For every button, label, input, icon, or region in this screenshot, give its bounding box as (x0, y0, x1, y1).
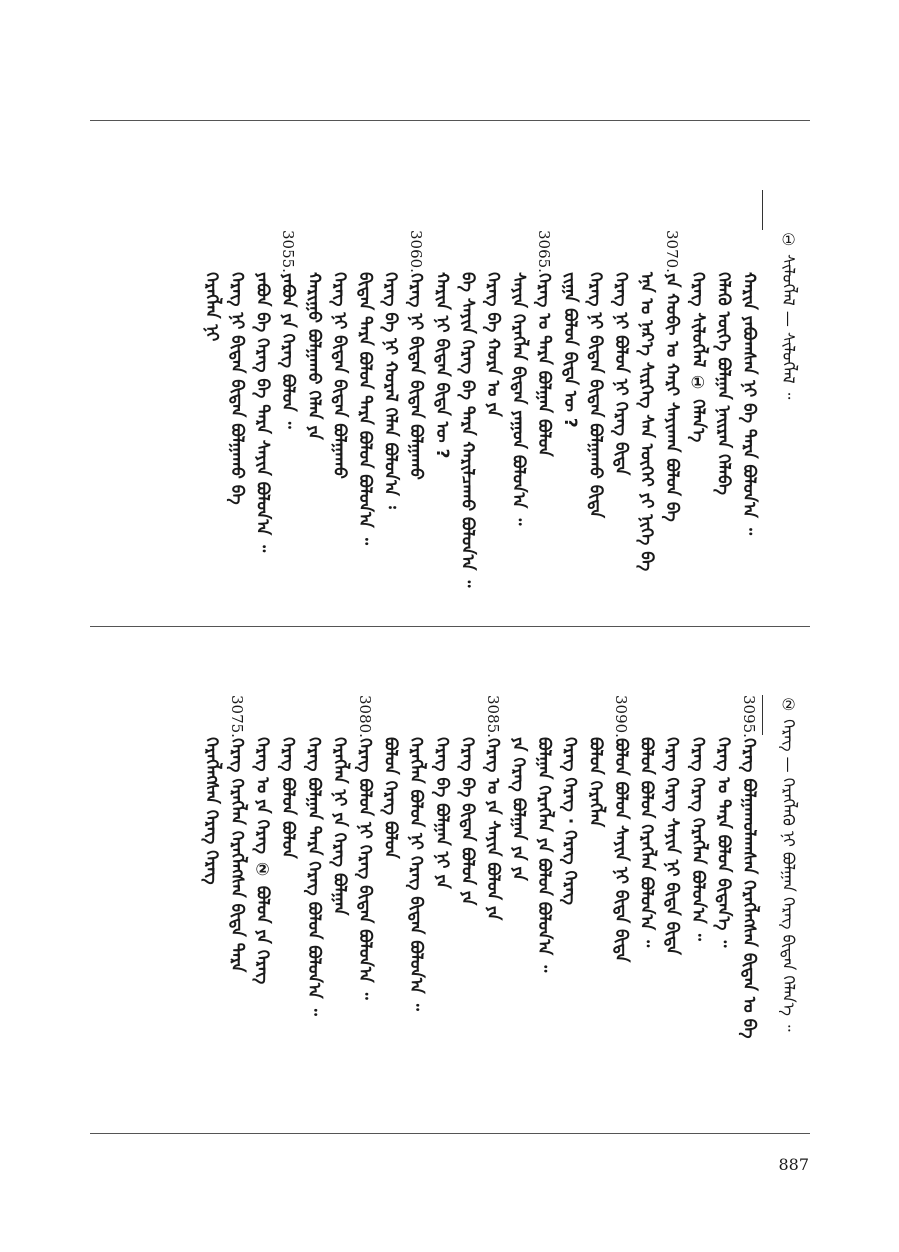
verse-text: ᠪᠣᠯᠤᠨ ᠪᠣᠯᠤᠨ ᠰᠠᠶᠢᠨ ᠨᠢ ᠪᠢᠳᠡ ᠪᠢᠳᠡ (611, 737, 631, 963)
line-number: 3065. (535, 230, 554, 273)
verse-line (278, 695, 299, 1030)
verse-text: ᠬᠡᠷᠡᠭ ᠤ ᠶᠠ ᠰᠠᠶᠢᠨ ᠪᠣᠯᠤᠨ ᠶᠠ (483, 737, 503, 921)
verse-line (382, 695, 399, 1030)
verse-text: ᠡᠨᠡ ᠤ ᠨᠡᠷ᠎ᠡ ᠰᠢᠷᠬᠡᠭ ᠰᠠᠨ ᠦᠭᠡᠢ ᠶᠢ ᠨᠢᠭᠡ ᠪᠠ (636, 272, 657, 572)
verse-line (508, 230, 529, 526)
verse-text: ᠬᠡᠷᠡᠭ ᠪᠣᠯᠭᠠᠨ ᠲᠡᠷᠡ ᠬᠡᠷᠡᠭ ᠪᠣᠯᠤᠨ ᠪᠣᠯᠤᠨ᠎ᠠ ᠃ (303, 737, 324, 1016)
verse-line (612, 695, 629, 1030)
verse-line (329, 695, 350, 1030)
verse-line (585, 695, 606, 1030)
verse-text: ᠬᠡᠷᠡᠭ ᠬᠡᠷᠡᠭᠯᠡᠨ ᠬᠡᠷᠡᠭᠯᠡᠭᠰᠡᠨ ᠪᠢᠳᠡ ᠲᠡᠷᠡ (227, 737, 247, 973)
verse-text: ᠪᠣᠯᠤᠨ ᠬᠡᠷᠡᠭᠯᠡᠨ (585, 737, 606, 828)
verse-line (406, 695, 427, 1030)
verse-text: ᠪᠢᠳᠡᠨ ᠲᠡᠷᠡ ᠪᠣᠯᠤᠨ ᠲᠡᠷᠡ ᠪᠣᠯᠤᠨ ᠪᠣᠯᠤᠨ᠎ᠠ ᠃ (355, 272, 375, 545)
verse-text: ᠬᠡᠷᠡᠭ ᠤ ᠲᠡᠷᠡ ᠪᠣᠯᠤᠨ ᠪᠢᠳᠡᠨ᠎ᠡ ᠃ (713, 737, 734, 948)
verse-text: ᠬᠡᠷᠡᠭ ᠬᠡᠷᠡᠭ ᠰᠠᠶᠢᠨ ᠨᠢ ᠪᠢᠳᠡ ᠪᠢᠳᠡ (662, 737, 683, 955)
verse-text: ᠬᠡᠷᠡᠭ ᠪᠣᠯᠭᠠᠬᠤᠯᠠᠭᠰᠠᠨ ᠬᠡᠷᠡᠭᠯᠡᠭᠰᠡᠨ ᠪᠢᠳᠡᠨ ᠤ ᠪᠠ (739, 737, 759, 1039)
verse-line (228, 695, 245, 1030)
verse-line (585, 230, 606, 519)
verse-line (561, 695, 578, 1030)
page-number: 887 (778, 1155, 809, 1174)
verse-line (739, 230, 759, 536)
verse-line (252, 230, 273, 553)
verse-text: ᠶᠠᠪᠤᠨ ᠶᠠ ᠬᠡᠷᠡᠭ ᠪᠣᠯᠤᠨ ᠃ (278, 272, 299, 429)
verse-text: ᠬᠡᠷᠡᠭᠯᠡᠨ ᠪᠣᠯᠤᠨ ᠨᠢ ᠬᠡᠷᠡᠭ ᠪᠢᠳᠡᠨ ᠪᠣᠯᠤᠨ᠎ᠠ ᠃ (406, 737, 427, 1011)
verse-text: ᠬᠠᠷᠢᠨ ᠶᠠᠪᠤᠭᠰᠠᠨ ᠨᠢ ᠪᠠ ᠲᠡᠷᠡ ᠪᠣᠯᠤᠨ᠎ᠠ ᠃ (739, 272, 759, 536)
verse-line (713, 230, 734, 510)
verse-line (457, 695, 478, 1030)
verse-text: ᠬᠠᠷᠢᠨ ᠨᠢ ᠪᠢᠳᠡᠨ ᠪᠢᠳᠡ ᠦ ? (431, 272, 452, 459)
line-number: 3060. (407, 230, 426, 273)
line-number: 3080. (356, 695, 374, 738)
verse-line (355, 230, 375, 545)
verse-line (662, 230, 683, 522)
line-number: 3095. (740, 695, 758, 738)
verse-line (433, 230, 450, 510)
bottom-rule (90, 1133, 810, 1134)
verse-line (201, 695, 222, 1030)
line-number: 3055. (279, 230, 298, 273)
bottom-footnote-rule (762, 695, 763, 735)
verse-line (356, 695, 373, 1030)
verse-text: ᠬᠡᠷᠡᠭ ᠤ ᠶᠠ ᠬᠡᠷᠡᠭ ② ᠪᠣᠯᠤᠨ ᠶᠠ ᠬᠡᠷᠡᠭ (252, 737, 273, 985)
verse-line (534, 695, 555, 1030)
line-number: 3085. (484, 695, 502, 738)
footnote: ① ᠰᠢᠯᠦᠭᠯᠡᠯ — ᠰᠢᠯᠦᠭᠯᠡᠯ ᠃ (779, 230, 798, 400)
verse-text: ᠬᠡᠷᠡᠭ ᠨᠢ ᠪᠣᠯᠤᠨ ᠨᠢ ᠬᠡᠷᠡᠭ ᠪᠢᠳᠡ (611, 272, 631, 476)
verse-text: ᠬᠡᠷᠡᠭ ᠨᠢ ᠪᠢᠳᠡᠨ ᠪᠢᠳᠡᠨ ᠪᠣᠯᠭᠠᠬᠤ (406, 272, 427, 480)
verse-text: ᠬᠡᠷᠡᠭ ᠬᠡᠷᠡᠭ · ᠬᠡᠷᠡᠭ ᠬᠡᠷᠡᠭ (559, 737, 580, 905)
verse-line (612, 230, 629, 510)
verse-line (484, 230, 501, 510)
line-number: 3090. (612, 695, 630, 738)
verse-text: ᠬᠡᠷᠡᠭ ᠨᠢ ᠪᠢᠳᠡᠨ ᠪᠢᠳᠡᠨ ᠪᠣᠯᠭᠠᠬᠤ (329, 272, 350, 479)
verse-text: ᠬᠡᠷᠡᠭ ᠪᠣᠯᠤᠨ ᠪᠣᠯᠤᠨ (278, 737, 299, 859)
verse-text: ᠬᠡᠷᠡᠭᠯᠡᠨ ᠨᠢ ᠶᠠ ᠬᠡᠷᠡᠭ ᠪᠣᠯᠭᠠᠨ (329, 737, 350, 916)
verse-line (510, 695, 527, 1030)
verse-text: ᠬᠡᠷᠡᠭ ᠨᠢ ᠪᠢᠳᠡᠨ ᠪᠢᠳᠡᠨ ᠪᠣᠯᠭᠠᠬᠤ ᠪᠠ (227, 272, 247, 505)
verse-line (329, 230, 350, 510)
verse-text: ᠵᠢᠭᠠ ᠪᠣᠯᠤᠨ ᠪᠢᠳᠡ ᠦ ? (559, 272, 580, 428)
verse-text: ᠪᠠ ᠰᠠᠶᠢᠨ ᠬᠡᠷᠡᠭ ᠪᠠ ᠲᠡᠷᠡ ᠬᠠᠷᠢᠯᠴᠠᠬᠤ ᠪᠣᠯᠤᠨ᠎ᠠ ᠃ (457, 272, 478, 588)
verse-text: ᠬᠡᠷᠡᠭ ᠬᠡᠷᠡᠭ ᠬᠡᠷᠡᠭᠯᠡᠨ ᠪᠣᠯᠤᠨ᠎ᠠ ᠃ (687, 737, 708, 941)
verse-text: ᠬᠡᠷᠡᠭ ᠪᠣᠯᠤᠨ ᠨᠢ ᠬᠡᠷᠡᠭ ᠪᠢᠳᠡᠨ ᠪᠣᠯᠤᠨ᠎ᠠ ᠃ (355, 737, 375, 1000)
verse-line (228, 230, 245, 510)
verse-text: ᠬᠡᠯᠡᠬᠦ ᠦᠭᠡ ᠪᠣᠯᠭᠠᠨ ᠨᠠᠢᠷᠠᠨ ᠬᠡᠯᠡᠪᠡ (713, 272, 734, 495)
verse-text: ᠬᠡᠷᠡᠭᠯᠡᠨ ᠨᠢ (201, 272, 222, 342)
verse-text: ᠰᠠᠶᠢᠨ ᠬᠡᠷᠡᠭᠯᠡᠨ ᠪᠢᠳᠡᠨ ᠶᠠᠭᠤᠨ ᠪᠣᠯᠤᠨ᠎ᠠ ᠃ (508, 272, 529, 526)
verse-line (689, 695, 706, 1030)
middle-rule (90, 626, 810, 627)
top-rule (90, 120, 810, 121)
verse-line (305, 230, 322, 510)
verse-text: ᠬᠡᠷᠡᠭ ᠨᠢ ᠪᠢᠳᠡᠨ ᠪᠢᠳᠡᠨ ᠪᠣᠯᠭᠠᠬᠤ ᠪᠢᠳᠡ (585, 272, 606, 519)
verse-line (433, 695, 450, 1030)
verse-text: ᠶᠠ ᠬᠡᠷᠡᠭ ᠪᠣᠯᠭᠠᠨ ᠶᠠ ᠶᠠ (508, 737, 529, 881)
verse-line (534, 230, 555, 510)
top-footnote-rule (762, 190, 763, 230)
verse-text: ᠬᠡᠷᠡᠭ ᠪᠠ ᠬᠤᠷᠠ ᠤ ᠶᠠ (483, 272, 503, 417)
verse-line (201, 230, 222, 510)
verse-text: ᠬᠡᠷᠡᠭᠯᠡᠭᠰᠡᠨ ᠬᠡᠷᠡᠭ ᠬᠡᠷᠡᠭ (201, 737, 222, 885)
verse-line (305, 695, 322, 1030)
verse-text: ᠬᠡᠷᠡᠭ ᠪᠠ ᠨᠢ ᠬᠤᠷᠠᠯ ᠬᠡᠯᠡᠨ ᠪᠣᠯᠤᠨ᠎ᠠ ᠄ (380, 272, 401, 509)
verse-text: ᠶᠠ ᠬᠤᠪᠢ ᠤ ᠬᠠᠷᠢ ᠰᠠᠶᠢᠬᠠᠨ ᠪᠣᠯᠤᠨ ᠪᠠ (662, 272, 683, 522)
line-number: 3070. (663, 230, 682, 273)
verse-line (662, 695, 683, 1030)
verse-text: ᠬᠡᠷᠡᠭ ᠰᠢᠯᠦᠭᠯᠡᠯ ① ᠬᠡᠯᠡᠨ᠎ᠡ (687, 272, 708, 443)
verse-line (636, 230, 657, 572)
verse-line (739, 695, 759, 1039)
verse-line (638, 695, 655, 1030)
verse-text: ᠬᠠᠷᠢᠭᠤ ᠪᠣᠯᠭᠠᠬᠤ ᠬᠡᠯᠡᠨ ᠶᠠ (303, 272, 324, 440)
verse-text: ᠪᠣᠯᠭᠠᠨ ᠬᠡᠷᠡᠭᠯᠡᠨ ᠶᠠ ᠪᠣᠯᠤᠨ ᠪᠣᠯᠤᠨ᠎ᠠ ᠃ (534, 737, 555, 973)
verse-text: ᠬᠡᠷᠡᠭ ᠪᠠ ᠪᠢᠳᠡᠨ ᠪᠣᠯᠤᠨ ᠶᠠ (457, 737, 478, 906)
verse-line (713, 695, 734, 1030)
verse-line (561, 230, 578, 510)
verse-text: ᠶᠠᠪᠤᠨ ᠪᠠ ᠬᠡᠷᠡᠭ ᠪᠠ ᠲᠡᠷᠡ ᠰᠠᠶᠢᠨ ᠪᠣᠯᠤᠨ᠎ᠠ ᠃ (252, 272, 273, 553)
top-verse-block (90, 230, 810, 588)
verse-line (278, 230, 299, 510)
footnote: ② ᠬᠡᠷᠡᠭ — ᠬᠡᠷᠡᠭᠯᠡᠬᠦ ᠨᠢ ᠪᠣᠯᠭᠠᠨ ᠬᠡᠷᠡᠭ ᠪᠢᠳᠡᠨ ᠬᠡᠯᠡᠨ᠎ᠡ ᠃ (779, 695, 798, 1032)
verse-text: ᠬᠡᠷᠡᠭ ᠤ ᠲᠡᠷᠡ ᠪᠣᠯᠭᠠᠨ ᠪᠣᠯᠤᠨ (534, 272, 555, 457)
verse-text: ᠬᠡᠷᠡᠭ ᠪᠠ ᠪᠣᠯᠭᠠᠨ ᠨᠢ ᠶᠠ (431, 737, 452, 889)
verse-line (254, 695, 271, 1030)
line-number: 3075. (228, 695, 246, 738)
verse-line (484, 695, 501, 1030)
verse-line (457, 230, 478, 588)
verse-line (382, 230, 399, 510)
verse-line (406, 230, 427, 510)
verse-text: ᠪᠣᠯᠤᠨ ᠪᠣᠯᠤᠨ ᠬᠡᠷᠡᠭᠯᠡᠨ ᠪᠣᠯᠤᠨ᠎ᠠ ᠃ (636, 737, 657, 948)
bottom-verse-block (90, 695, 810, 1039)
verse-line (689, 230, 706, 510)
verse-text: ᠪᠣᠯᠤᠨ ᠬᠡᠷᠡᠭ ᠪᠣᠯᠤᠨ (380, 737, 401, 859)
